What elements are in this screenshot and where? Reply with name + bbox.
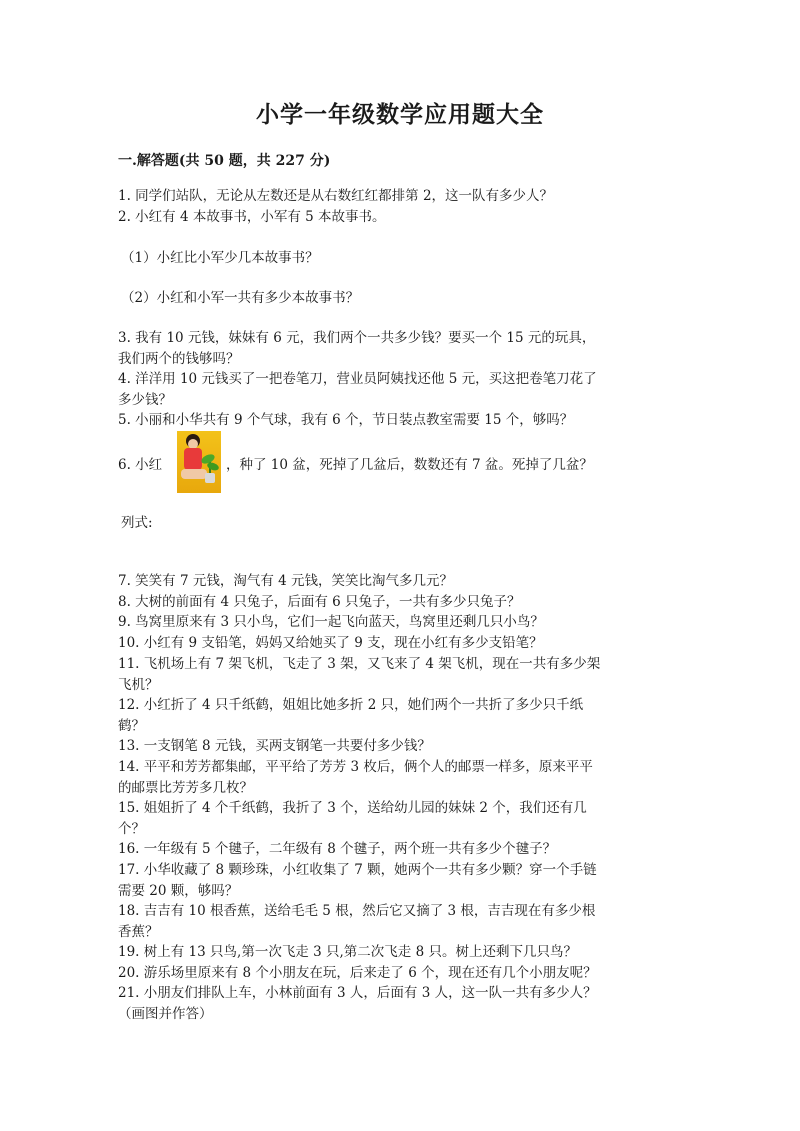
question-21 (118, 983, 597, 1024)
question-line: 8. 大树的前面有 4 只兔子，后面有 6 只兔子，一共有多少只兔子？ (118, 594, 521, 610)
question-11 (118, 654, 600, 695)
question-line: 的邮票比芳芳多几枚？ (118, 779, 253, 796)
question-line: 18. 吉吉有 10 根香蕉，送给毛毛 5 根，然后它又摘了 3 根，吉吉现在有多少根 (118, 903, 596, 919)
question-10 (118, 633, 543, 654)
question-line: 9. 鸟窝里原来有 3 只小鸟，它们一起飞向蓝天，鸟窝里还剩几只小鸟？ (118, 614, 544, 630)
question-line: （画图并作答） (118, 1005, 213, 1022)
question-line: 21. 小朋友们排队上车，小林前面有 3 人，后面有 3 人，这一队一共有多少人？ (118, 985, 597, 1001)
question-2-part-2: （2）小红和小军一共有多少本故事书？ (121, 290, 360, 306)
question-line: 20. 游乐场里原来有 8 个小朋友在玩，后来走了 6 个，现在还有几个小朋友呢？ (118, 965, 597, 981)
question-17 (118, 860, 597, 901)
question-6-suffix: ，种了 10 盆，死掉了几盆后，数数还有 7 盆。死掉了几盆？ (226, 457, 593, 473)
question-line: 16. 一年级有 5 个毽子，二年级有 8 个毽子，两个班一共有多少个毽子？ (118, 841, 557, 857)
question-6 (118, 431, 678, 495)
question-2: 2. 小红有 4 本故事书，小军有 5 本故事书。 (118, 209, 386, 225)
question-3: 3. 我有 10 元钱，妹妹有 6 元，我们两个一共多少钱？要买一个 15 元的玩具， 我们两个的钱够吗？ (118, 330, 596, 367)
question-13 (118, 736, 431, 757)
question-2-part-1: （1）小红比小军少几本故事书？ (121, 250, 319, 266)
question-line: 13. 一支钢笔 8 元钱，买两支钢笔一共要付多少钱？ (118, 738, 431, 754)
question-line: 19. 树上有 13 只鸟,第一次飞走 3 只,第二次飞走 8 只。树上还剩下几只鸟？ (118, 944, 577, 960)
question-4: 4. 洋洋用 10 元钱买了一把卷笔刀，营业员阿姨找还他 5 元，买这把卷笔刀花了 多少钱？ (118, 371, 597, 408)
question-16 (118, 839, 556, 860)
question-5: 5. 小丽和小华共有 9 个气球，我有 6 个，节日装点教室需要 15 个，够吗？ (118, 412, 574, 428)
question-line: 11. 飞机场上有 7 架飞机，飞走了 3 架，又飞来了 4 架飞机，现在一共有多少架 (118, 656, 601, 672)
page-title: 小学一年级数学应用题大全 (256, 101, 544, 128)
question-line: 需要 20 颗，够吗？ (118, 882, 239, 899)
question-20 (118, 963, 597, 984)
question-line: 鹤？ (118, 717, 145, 734)
question-line: 香蕉？ (118, 923, 159, 940)
girl-with-plant-image (177, 431, 221, 493)
question-line: 飞机？ (118, 676, 159, 693)
question-line: 个？ (118, 820, 145, 837)
question-line: 15. 姐姐折了 4 个千纸鹤，我折了 3 个，送给幼儿园的妹妹 2 个，我们还有几 (118, 800, 587, 816)
question-15 (118, 798, 587, 839)
question-8 (118, 592, 521, 613)
question-14 (118, 757, 593, 798)
question-18 (118, 901, 595, 942)
question-19 (118, 942, 577, 963)
question-line: 14. 平平和芳芳都集邮，平平给了芳芳 3 枚后，俩个人的邮票一样多，原来平平 (118, 759, 593, 775)
question-9 (118, 612, 544, 633)
question-1: 1. 同学们站队，无论从左数还是从右数红红都排第 2，这一队有多少人？ (118, 188, 554, 204)
question-12 (118, 695, 583, 736)
question-7 (118, 571, 453, 592)
question-line: 7. 笑笑有 7 元钱，淘气有 4 元钱，笑笑比淘气多几元？ (118, 573, 454, 589)
question-6-prefix: 6. 小红 (118, 457, 163, 473)
section-heading: 一.解答题(共 50 题，共 227 分) (118, 153, 331, 169)
question-line: 12. 小红折了 4 只千纸鹤，姐姐比她多折 2 只，她们两个一共折了多少只千纸 (118, 697, 584, 713)
question-line: 17. 小华收藏了 8 颗珍珠，小红收集了 7 颗，她两个一共有多少颗？穿一个手链 (118, 862, 597, 878)
formula-label: 列式: (121, 515, 153, 531)
question-line: 10. 小红有 9 支铅笔，妈妈又给她买了 9 支，现在小红有多少支铅笔？ (118, 635, 543, 651)
